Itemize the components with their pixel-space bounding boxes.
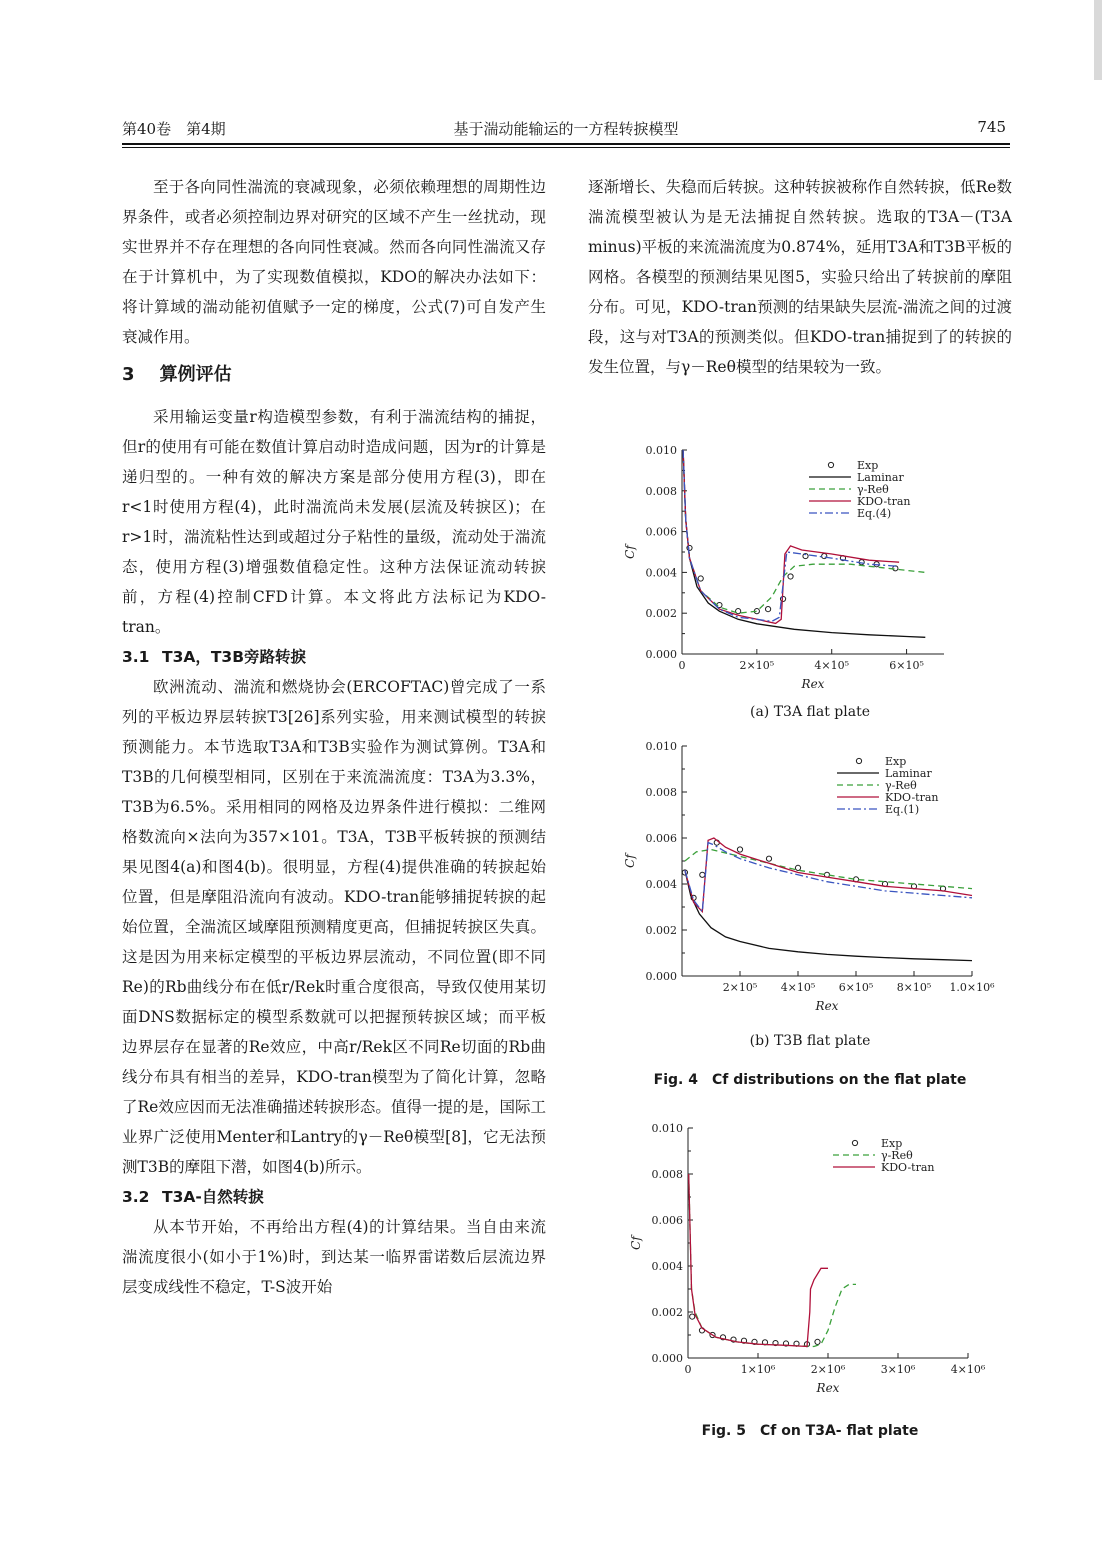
section-3-number: 3 bbox=[122, 364, 135, 385]
fig4a-y-axis-label: Cf bbox=[623, 545, 637, 559]
fig4a-exp-point bbox=[698, 576, 703, 581]
section-3-2-heading bbox=[122, 1182, 546, 1212]
fig4b-legend-label: Laminar bbox=[885, 767, 932, 780]
fig4a-legend-label: KDO-tran bbox=[857, 495, 911, 508]
fig5-y-tick-label: 0.002 bbox=[651, 1306, 683, 1319]
fig4b-exp-point bbox=[737, 847, 742, 852]
journal-volume: 第40卷 第4期 bbox=[122, 120, 226, 138]
fig4b-legend-label: γ-Reθ bbox=[885, 779, 917, 792]
section-3-1-title: T3A，T3B旁路转捩 bbox=[162, 648, 307, 666]
section-3-1-heading bbox=[122, 642, 546, 672]
fig4a-exp-point bbox=[765, 607, 770, 612]
section-3-2-title: T3A-自然转捩 bbox=[162, 1188, 264, 1206]
fig4a-y-tick-label: 0.002 bbox=[645, 607, 677, 621]
fig5-x-tick-label: 4×10⁶ bbox=[950, 1363, 986, 1376]
fig4b-y-tick-label: 0.004 bbox=[645, 878, 677, 891]
fig5-exp-point bbox=[690, 1314, 695, 1319]
fig4a-legend-label: γ-Reθ bbox=[857, 483, 889, 496]
fig5-x-tick-label: 3×10⁶ bbox=[880, 1363, 916, 1376]
fig4b-y-tick-label: 0.002 bbox=[645, 924, 677, 937]
fig4a-exp-point bbox=[687, 545, 692, 550]
figure-5-caption: Fig. 5 Cf on T3A- flat plate bbox=[701, 1423, 919, 1439]
fig4b-legend-label: Exp bbox=[885, 755, 907, 768]
fig4b-x-axis-label: Rex bbox=[815, 999, 839, 1013]
fig4a-exp-point bbox=[788, 574, 793, 579]
fig5-x-tick-label: 0 bbox=[684, 1363, 692, 1376]
fig4b-x-tick-label: 6×10⁵ bbox=[838, 981, 874, 994]
fig4b-exp-point bbox=[700, 872, 705, 877]
chart-4b-svg bbox=[620, 736, 995, 1026]
figure-4a-subcaption: (a) T3A flat plate bbox=[750, 704, 870, 720]
figure-4-caption: Fig. 4 Cf distributions on the flat plate bbox=[653, 1072, 967, 1088]
fig5-y-axis-label: Cf bbox=[629, 1236, 643, 1250]
right-column-text bbox=[588, 172, 1012, 382]
fig4b-y-axis-label: Cf bbox=[623, 854, 637, 868]
fig4a-legend-label: Laminar bbox=[857, 471, 904, 484]
fig4b-legend-label: Eq.(1) bbox=[885, 803, 920, 816]
fig5-exp-point bbox=[815, 1339, 820, 1344]
fig4a-y-tick-label: 0.004 bbox=[645, 566, 677, 580]
fig5-x-axis-label: Rex bbox=[816, 1381, 840, 1395]
fig4b-legend-label: KDO-tran bbox=[885, 791, 939, 804]
paragraph-natural-transition: 从本节开始，不再给出方程(4)的计算结果。当自由来流湍流度很小(如小于1%)时，到达某一临界雷诺数后层流边界层变成线性不稳定，T-S波开始 bbox=[122, 1218, 546, 1296]
fig5-series-kdo-tran bbox=[689, 1174, 828, 1347]
section-3-2-number: 3.2 bbox=[122, 1188, 150, 1206]
fig4a-y-tick-label: 0.008 bbox=[645, 484, 677, 498]
fig4b-y-tick-label: 0.006 bbox=[645, 832, 677, 845]
fig5-y-tick-label: 0.006 bbox=[651, 1214, 683, 1227]
fig4b-series--re- bbox=[685, 850, 972, 889]
section-3-heading bbox=[122, 360, 546, 390]
fig5-y-tick-label: 0.004 bbox=[651, 1260, 683, 1273]
paragraph-isotropic-decay: 至于各向同性湍流的衰减现象，必须依赖理想的周期性边界条件，或者必须控制边界对研究的区域不产生一丝扰动，现实世界并不存在理想的各向同性衰减。然而各向同性湍流又存在于计算机中，为了实现数值模拟，KDO的解决办法如下：将计算域的湍动能初值赋予一定的梯度，公式(7)可自发产生衰减作用。 bbox=[122, 178, 546, 346]
fig4a-y-tick-label: 0.006 bbox=[645, 525, 677, 539]
fig4b-legend-symbol bbox=[856, 758, 861, 763]
header-rule-thin bbox=[122, 147, 1010, 148]
fig4a-legend-label: Eq.(4) bbox=[857, 507, 892, 520]
fig5-legend-symbol bbox=[852, 1140, 857, 1145]
fig5-legend-label: γ-Reθ bbox=[881, 1149, 913, 1162]
paragraph-t3a-minus: 逐渐增长、失稳而后转捩。这种转捩被称作自然转捩，低Re数湍流模型被认为是无法捕捉自然转捩。选取的T3A－(T3A minus)平板的来流湍流度为0.874%，延用T3A和T3B平板的网格。各模型的预测结果见图5，实验只给出了转捩前的摩阻分布。可见，KDO-tran预测的结果缺失层流-湍流之间的过渡段，这与对T3A的预测类似。但KDO-tran捕捉到了的转捩的发生位置，与γ－Reθ模型的结果较为一致。 bbox=[588, 178, 1012, 376]
fig4b-y-tick-label: 0.000 bbox=[645, 970, 677, 983]
page-number: 745 bbox=[977, 118, 1006, 136]
figure-4b bbox=[620, 736, 995, 1026]
fig5-y-tick-label: 0.000 bbox=[651, 1352, 683, 1365]
paragraph-t3a-t3b: 欧洲流动、湍流和燃烧协会(ERCOFTAC)曾完成了一系列的平板边界层转捩T3[26]系列实验，用来测试模型的转捩预测能力。本节选取T3A和T3B实验作为测试算例。T3A和T3B的几何模型相同，区别在于来流湍流度：T3A为3.3%，T3B为6.5%。采用相同的网格及边界条件进行模拟：二维网格数流向×法向为357×101。T3A，T3B平板转捩的预测结果见图4(a)和图4(b)。很明显，方程(4)提供准确的转捩起始位置，但是摩阻沿流向有波动。KDO-tran能够捕捉转捩的起始位置，全湍流区域摩阻预测精度更高，但捕捉转捩区失真。这是因为用来标定模型的平板边界层流动，不同位置(即不同Re)的Rb曲线分布在低r/Rek时重合度很高，导致仅使用某切面DNS数据标定的模型系数就可以把握预转捩区域；而平板边界层存在显著的Re效应，中高r/Rek区不同Re切面的Rb曲线分布具有相当的差异，KDO-tran模型为了简化计算，忽略了Re效应因而无法准确描述转捩形态。值得一提的是，国际工业界广泛使用Menter和Lantry的γ－Reθ模型[8]，它无法预测T3B的摩阻下潜，如图4(b)所示。 bbox=[122, 678, 546, 1176]
running-title: 基于湍动能输运的一方程转捩模型 bbox=[453, 120, 679, 138]
fig4a-y-tick-label: 0.010 bbox=[645, 444, 677, 457]
fig4a-x-tick-label: 6×10⁵ bbox=[889, 659, 924, 672]
chart-5-svg bbox=[620, 1118, 986, 1408]
figure-5 bbox=[620, 1118, 986, 1408]
fig5-x-tick-label: 1×10⁶ bbox=[740, 1363, 776, 1376]
fig5-series--re- bbox=[689, 1174, 856, 1347]
chart-4a-svg bbox=[620, 440, 980, 700]
fig4a-x-axis-label: Rex bbox=[801, 677, 825, 691]
fig4a-x-tick-label: 2×10⁵ bbox=[739, 659, 775, 672]
fig4a-x-tick-label: 4×10⁵ bbox=[814, 659, 850, 672]
fig4a-legend-symbol bbox=[828, 462, 833, 467]
running-header bbox=[122, 118, 1010, 140]
left-column bbox=[122, 172, 546, 1302]
fig4b-y-tick-label: 0.008 bbox=[645, 786, 677, 799]
fig4b-y-tick-label: 0.010 bbox=[645, 740, 677, 753]
fig4b-exp-point bbox=[766, 856, 771, 861]
fig5-y-tick-label: 0.008 bbox=[651, 1168, 683, 1181]
fig4b-series-laminar bbox=[685, 870, 972, 960]
scan-edge-mark bbox=[1094, 0, 1102, 80]
fig4a-legend-label: Exp bbox=[857, 459, 879, 472]
figure-4a bbox=[620, 440, 980, 700]
fig5-legend-label: Exp bbox=[881, 1137, 903, 1150]
header-rule-thick bbox=[122, 143, 1010, 145]
fig4b-series-kdo-tran bbox=[685, 838, 972, 912]
fig4b-exp-point bbox=[795, 865, 800, 870]
fig4b-x-tick-label: 8×10⁵ bbox=[896, 981, 932, 994]
section-3-title: 算例评估 bbox=[159, 364, 232, 385]
fig4a-x-tick-label: 0 bbox=[678, 659, 686, 672]
fig5-x-tick-label: 2×10⁶ bbox=[810, 1363, 846, 1376]
fig5-legend-label: KDO-tran bbox=[881, 1161, 935, 1174]
fig4b-x-tick-label: 2×10⁵ bbox=[722, 981, 758, 994]
section-3-1-number: 3.1 bbox=[122, 648, 150, 666]
paragraph-kdo-tran: 采用输运变量r构造模型参数，有利于湍流结构的捕捉，但r的使用有可能在数值计算启动时造成问题，因为r的计算是递归型的。一种有效的解决方案是部分使用方程(3)，即在r<1时使用方程(4)，此时湍流尚未发展(层流及转捩区)；在r>1时，湍流粘性达到或超过分子粘性的量级，流动处于湍流态，使用方程(3)增强数值稳定性。这种方法保证流动转捩前，方程(4)控制CFD计算。本文将此方法标记为KDO-tran。 bbox=[122, 408, 546, 636]
fig5-y-tick-label: 0.010 bbox=[651, 1122, 683, 1135]
fig4b-x-tick-label: 1.0×10⁶ bbox=[949, 981, 995, 994]
fig4b-x-tick-label: 4×10⁵ bbox=[780, 981, 816, 994]
fig4a-y-tick-label: 0.000 bbox=[645, 648, 677, 661]
figure-4b-subcaption: (b) T3B flat plate bbox=[749, 1033, 871, 1049]
